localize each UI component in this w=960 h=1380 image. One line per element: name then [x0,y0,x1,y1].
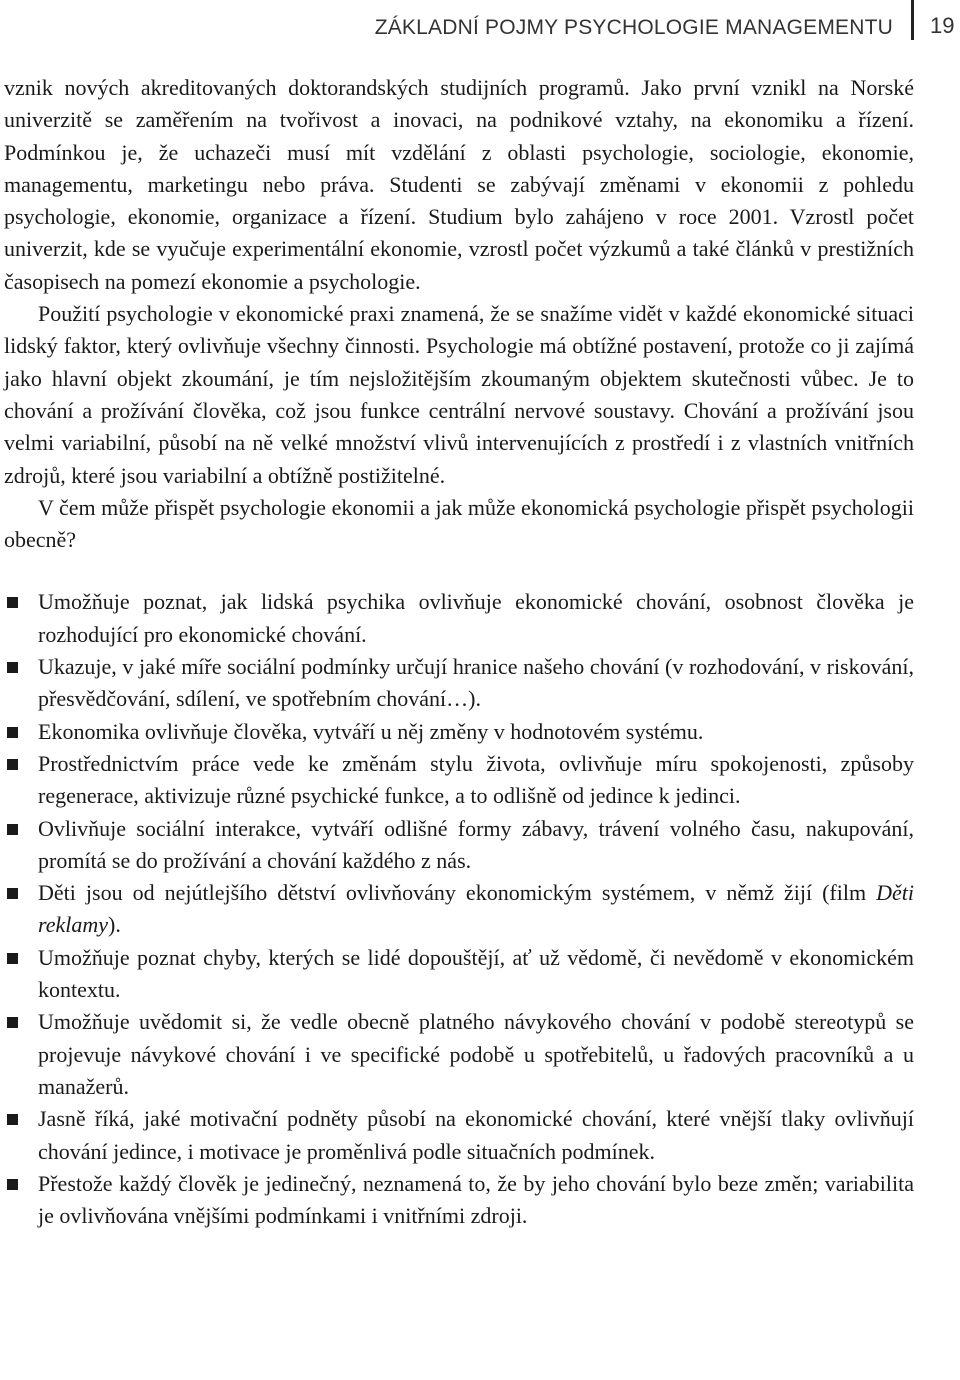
square-bullet-icon [7,1114,18,1125]
list-item-text-start: Děti jsou od nejútlejšího dětství ovlivňovány ekonomickým systémem, v němž žijí (film [38,880,877,906]
list-item [4,1006,914,1103]
list-item-text-end: ). [108,912,121,938]
paragraph-question: V čem může přispět psychologie ekonomii a jak může ekonomická psychologie přispět psychologii obecně? [4,494,914,553]
square-bullet-icon [7,597,18,608]
list-item [4,813,914,878]
list-item [4,1103,914,1168]
list-item-text: Umožňuje poznat chyby, kterých se lidé dopouštějí, ať už vědomě, či nevědomě v ekonomickém kontextu. [38,944,914,1003]
square-bullet-icon [7,662,18,673]
square-bullet-icon [7,1017,18,1028]
square-bullet-icon [7,888,18,899]
running-title: ZÁKLADNÍ POJMY PSYCHOLOGIE MANAGEMENTU [374,16,893,39]
page-number: 19 [930,13,955,38]
list-item-text: Prostřednictvím práce vede ke změnám stylu života, ovlivňuje míru spokojenosti, způsoby regenerace, aktivizuje různé psychické funkce, a to odlišně od jedince k jedinci. [38,750,914,809]
bullet-list [4,586,914,1232]
list-item [4,586,914,651]
list-item-text [38,880,914,937]
page-header [0,0,960,60]
film-title: Děti reklamy [38,880,914,938]
list-item-text: Přestože každý člověk je jedinečný, neznamená to, že by jeho chování bylo beze změn; variabilita je ovlivňována vnějšími podmínkami i vnitřními zdroji. [38,1170,914,1229]
list-item-text: Ukazuje, v jaké míře sociální podmínky určují hranice našeho chování (v rozhodování, v riskování, přesvědčování, sdílení, ve spotřebním chování…). [38,654,914,712]
list-item-text: Jasně říká, jaké motivační podněty působí na ekonomické chování, které vnější tlaky ovlivňují chování jedince, i motivace je proměnlivá podle situačních podmínek. [38,1106,914,1164]
page-body [4,72,914,1232]
paragraph-psychology-in-practice: Použití psychologie v ekonomické praxi znamená, že se snažíme vidět v každé ekonomické situaci lidský faktor, který ovlivňuje všechny činnosti. Psychologie má obtížné postavení, protože co ji zajímá jako hlavní objekt zkoumání, je tím nejsložitějším zkoumaným objektem skutečnosti vůbec. Je to chování a prožívání člověka, což jsou funkce centrální nervové soustavy. Chování a prožívání jsou velmi variabilní, působí na ně velké množství vlivů intervenujících z prostředí i z vlastních vnitřních zdrojů, které jsou variabilní a obtížně postižitelné. [4,301,914,488]
square-bullet-icon [7,953,18,964]
list-item [4,748,914,813]
list-item [4,877,914,942]
square-bullet-icon [7,1179,18,1190]
list-item [4,942,914,1007]
list-item [4,651,914,716]
list-item-text: Umožňuje uvědomit si, že vedle obecně platného návykového chování v podobě stereotypů se projevuje návykové chování i ve specifické podobě u spotřebitelů, u řadových pracovníků a u manažerů. [38,1009,914,1099]
list-item-text: Umožňuje poznat, jak lidská psychika ovlivňuje ekonomické chování, osobnost člověka je rozhodující pro ekonomické chování. [38,589,914,647]
header-divider [911,0,914,40]
square-bullet-icon [7,727,18,738]
list-item-text: Ekonomika ovlivňuje člověka, vytváří u něj změny v hodnotovém systému. [38,718,704,744]
square-bullet-icon [7,824,18,835]
list-item [4,716,914,748]
square-bullet-icon [7,759,18,770]
list-item [4,1168,914,1233]
list-item-text: Ovlivňuje sociální interakce, vytváří odlišné formy zábavy, trávení volného času, nakupování, promítá se do prožívání a chování každého z nás. [38,815,914,873]
paragraph-continuation: vznik nových akreditovaných doktorandských studijních programů. Jako první vznikl na Norské univerzitě se zaměřením na tvořivost a inovaci, na podnikové vztahy, na ekonomiku a řízení. Podmínkou je, že uchazeči musí mít vzdělání z oblasti psychologie, sociologie, ekonomie, managementu, marketingu nebo práva. Studenti se zabývají změnami v ekonomii z pohledu psychologie, ekonomie, organizace a řízení. Studium bylo zahájeno v roce 2001. Vzrostl počet univerzit, kde se vyučuje experimentální ekonomie, vzrostl počet výzkumů a také článků v prestižních časopisech na pomezí ekonomie a psychologie. [4,75,914,294]
